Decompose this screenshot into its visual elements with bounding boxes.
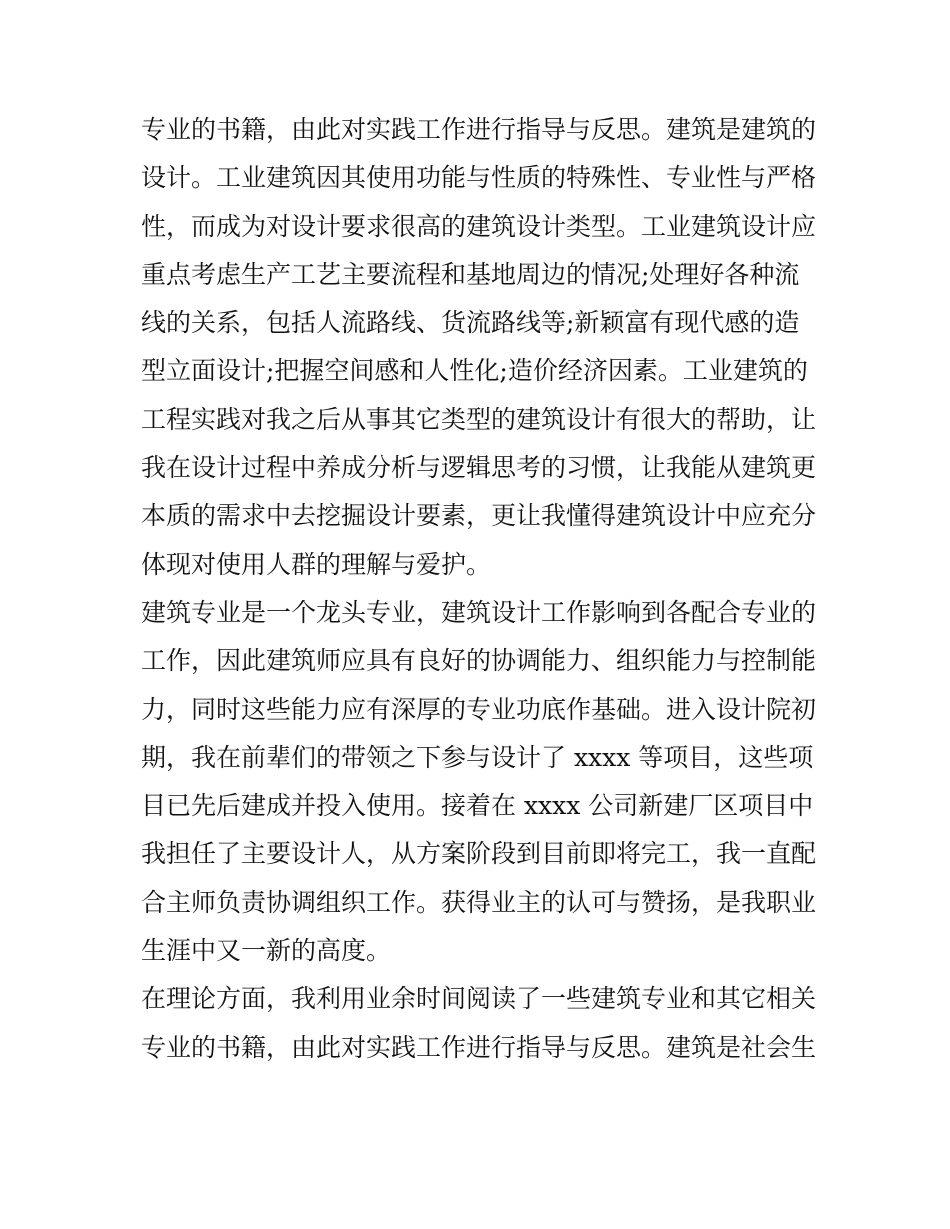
text-line: 设计。工业建筑因其使用功能与性质的特殊性、专业性与严格 [141, 163, 817, 193]
text-line: 体现对使用人群的理解与爱护。 [141, 549, 492, 579]
text-line: 工作，因此建筑师应具有良好的协调能力、组织能力与控制能 [141, 646, 817, 676]
text-line: 型立面设计;把握空间感和人性化;造价经济因素。工业建筑的 [141, 356, 808, 386]
text-line: 线的关系，包括人流路线、货流路线等;新颖富有现代感的造 [141, 308, 800, 338]
text-line: 期，我在前辈们的带领之下参与设计了 xxxx 等项目，这些项 [141, 742, 814, 772]
text-line: 重点考虑生产工艺主要流程和基地周边的情况;处理好各种流 [141, 259, 800, 289]
text-line: 专业的书籍，由此对实践工作进行指导与反思。建筑是建筑的 [141, 115, 817, 144]
text-line: 专业的书籍，由此对实践工作进行指导与反思。建筑是社会生 [141, 1032, 817, 1062]
text-line: 我在设计过程中养成分析与逻辑思考的习惯，让我能从建筑更 [141, 453, 817, 483]
text-line: 本质的需求中去挖掘设计要素，更让我懂得建筑设计中应充分 [141, 501, 817, 531]
text-line: 在理论方面，我利用业余时间阅读了一些建筑专业和其它相关 [141, 984, 817, 1014]
text-line: 合主师负责协调组织工作。获得业主的认可与赞扬，是我职业 [141, 887, 817, 917]
text-line: 性，而成为对设计要求很高的建筑设计类型。工业建筑设计应 [141, 211, 817, 241]
body-text [141, 106, 821, 1072]
text-line: 力，同时这些能力应有深厚的专业功底作基础。进入设计院初 [141, 694, 817, 724]
text-line: 我担任了主要设计人，从方案阶段到目前即将完工，我一直配 [141, 839, 817, 869]
text-line: 目已先后建成并投入使用。接着在 xxxx 公司新建厂区项目中 [141, 791, 814, 821]
text-line: 生涯中又一新的高度。 [141, 936, 392, 966]
text-line: 建筑专业是一个龙头专业，建筑设计工作影响到各配合专业的 [141, 597, 817, 627]
text-line: 工程实践对我之后从事其它类型的建筑设计有很大的帮助，让 [141, 404, 817, 434]
